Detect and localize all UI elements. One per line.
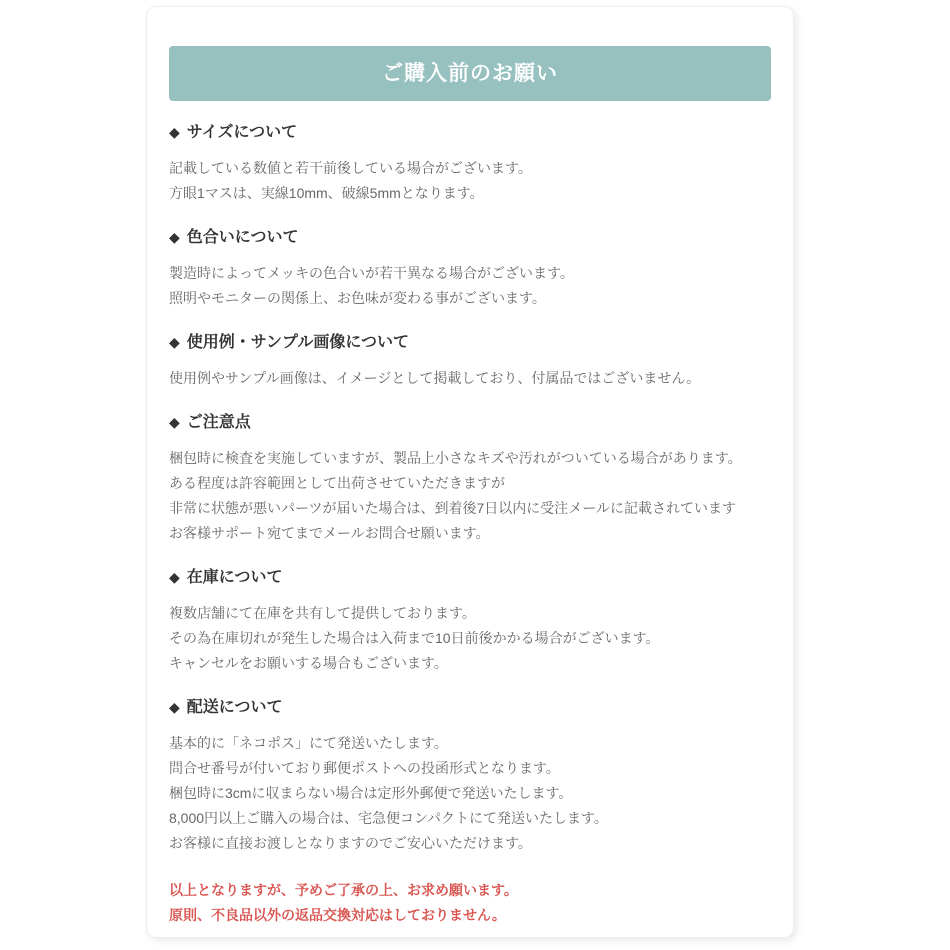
body-line: お客様に直接お渡しとなりますのでご安心いただけます。 [169, 835, 532, 851]
diamond-icon: ◆ [169, 414, 180, 430]
section-cautions [169, 413, 771, 546]
body-line: 記載している数値と若干前後している場合がございます。 [169, 160, 532, 176]
warning-line: 原則、不良品以外の返品交換対応はしておりません。 [169, 907, 506, 923]
section-sample-images [169, 333, 771, 391]
section-heading-size [169, 123, 771, 142]
body-line: 非常に状態が悪いパーツが届いた場合は、到着後7日以内に受注メールに記載されています [169, 500, 736, 516]
section-heading-label: 在庫について [186, 569, 283, 586]
body-line: キャンセルをお願いする場合もございます。 [169, 655, 448, 671]
section-size [169, 123, 771, 206]
section-heading-cautions [169, 413, 771, 432]
body-line: 製造時によってメッキの色合いが若干異なる場合がございます。 [169, 265, 574, 281]
section-heading-label: 配送について [186, 699, 283, 716]
warning-notice [169, 878, 771, 928]
section-heading-shipping [169, 698, 771, 717]
body-line: お客様サポート宛てまでメールお問合せ願います。 [169, 525, 490, 541]
body-line: 使用例やサンプル画像は、イメージとして掲載しており、付属品ではございません。 [169, 370, 701, 386]
warning-line: 以上となりますが、予めご了承の上、お求め願います。 [169, 882, 518, 898]
body-line: 基本的に「ネコポス」にて発送いたします。 [169, 735, 448, 751]
body-line: 問合せ番号が付いており郵便ポストへの投函形式となります。 [169, 760, 560, 776]
body-line: 照明やモニターの関係上、お色味が変わる事がございます。 [169, 290, 546, 306]
diamond-icon: ◆ [169, 334, 180, 350]
diamond-icon: ◆ [169, 569, 180, 585]
body-line: その為在庫切れが発生した場合は入荷まで10日前後かかる場合がございます。 [169, 630, 660, 646]
section-heading-stock [169, 568, 771, 587]
body-line: 梱包時に3cmに収まらない場合は定形外郵便で発送いたします。 [169, 785, 573, 801]
section-stock [169, 568, 771, 676]
body-line: 梱包時に検査を実施していますが、製品上小さなキズや汚れがついている場合があります。 [169, 450, 742, 466]
section-heading-label: ご注意点 [186, 414, 251, 431]
diamond-icon: ◆ [169, 699, 180, 715]
body-line: 方眼1マスは、実線10mm、破線5mmとなります。 [169, 185, 484, 201]
section-heading-label: サイズについて [186, 124, 298, 141]
section-heading-color [169, 228, 771, 247]
section-heading-label: 使用例・サンプル画像について [186, 334, 410, 351]
section-heading-sample-images [169, 333, 771, 352]
diamond-icon: ◆ [169, 229, 180, 245]
section-shipping [169, 698, 771, 856]
section-color [169, 228, 771, 311]
section-heading-label: 色合いについて [186, 229, 299, 246]
diamond-icon: ◆ [169, 124, 180, 140]
page-title: ご購入前のお願い [169, 46, 771, 101]
body-line: ある程度は許容範囲として出荷させていただきますが [169, 475, 505, 491]
body-line: 8,000円以上ご購入の場合は、宅急便コンパクトにて発送いたします。 [169, 810, 608, 826]
purchase-notice-card [146, 6, 794, 938]
body-line: 複数店舗にて在庫を共有して提供しております。 [169, 605, 476, 621]
